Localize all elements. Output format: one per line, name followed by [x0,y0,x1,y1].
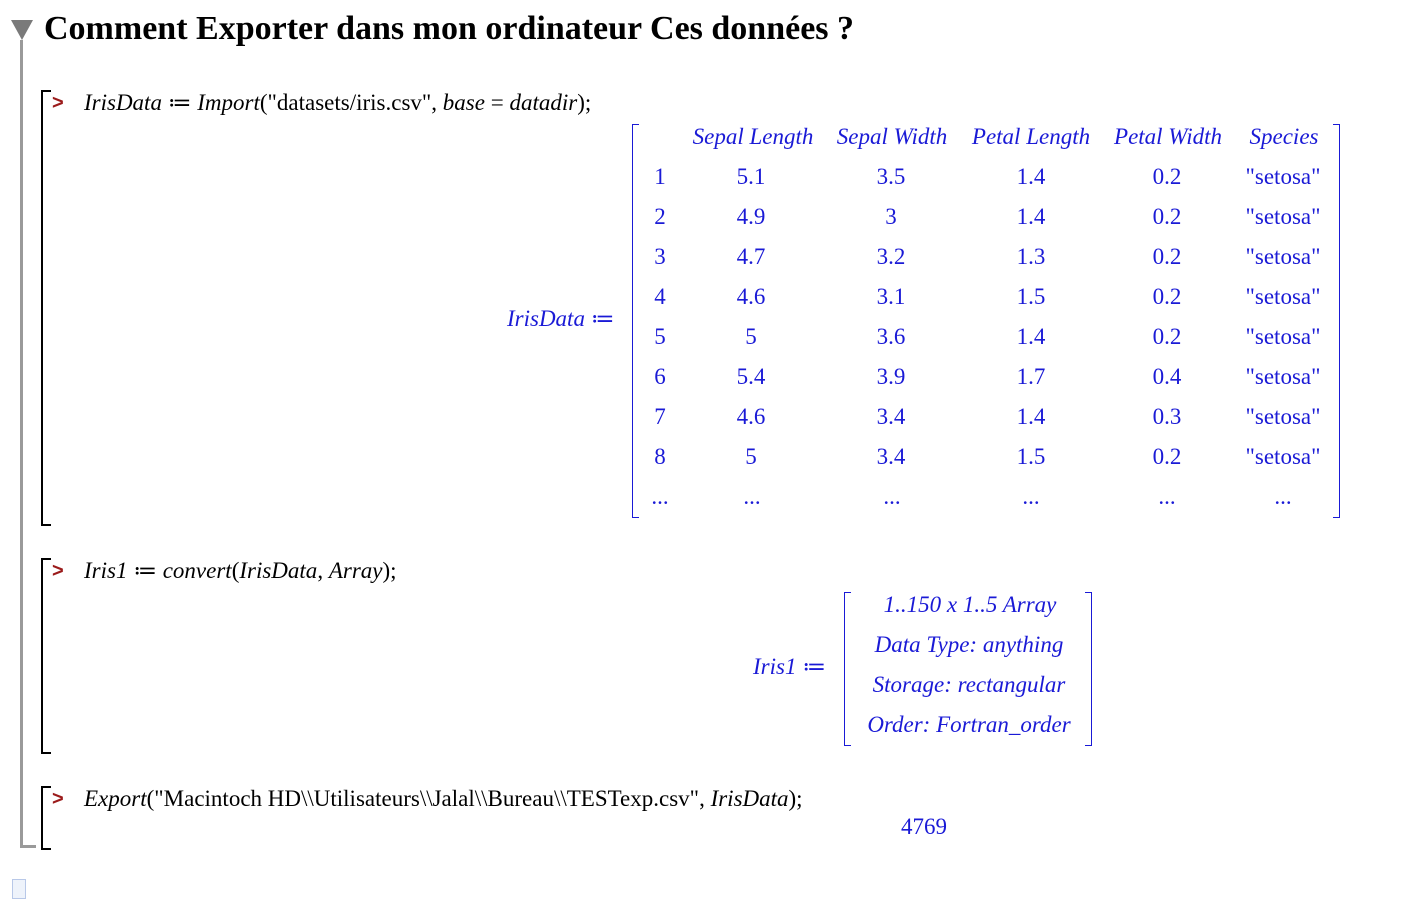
prompt-1: > [52,92,64,114]
input-arg: IrisData [710,786,789,811]
ellipsis-cell: ... [1158,484,1176,509]
matrix-left-bracket [632,124,639,518]
table-cell: 3 [885,204,897,229]
table-cell: 0.2 [1152,444,1182,469]
table-cell: "setosa" [1245,244,1321,269]
table-cell: 3.4 [876,404,906,429]
column-header: Petal Length [971,124,1091,149]
paren-close: ); [788,786,803,811]
table-cell: 3.5 [876,164,906,189]
table-cell: "setosa" [1245,404,1321,429]
prompt-3: > [52,788,64,810]
row-index: 8 [654,444,666,469]
input-func: Import [197,90,260,115]
input-arg: IrisData [239,558,318,583]
table-cell: 5 [745,324,757,349]
paren-close: ); [382,558,397,583]
input-func: Export [84,786,147,811]
table-cell: 1.3 [1016,244,1046,269]
output-label-1: IrisData ≔ [507,306,615,331]
table-cell: 0.4 [1152,364,1182,389]
input-arg: Array [328,558,383,583]
table-cell: 3.9 [876,364,906,389]
ellipsis-cell: ... [743,484,761,509]
ellipsis-cell: ... [1274,484,1292,509]
row-index: 6 [654,364,666,389]
input-var: IrisData [84,90,162,115]
input-line-2[interactable] [84,558,397,584]
array-info-line: Order: Fortran_order [867,712,1071,737]
execution-group-bracket-2[interactable] [41,558,51,754]
row-index: 2 [654,204,666,229]
table-cell: "setosa" [1245,364,1321,389]
table-cell: 4.6 [736,284,766,309]
table-cell: 1.7 [1016,364,1046,389]
table-cell: 0.2 [1152,164,1182,189]
section-collapse-icon[interactable] [11,20,33,40]
column-header: Petal Width [1114,124,1222,149]
table-cell: "setosa" [1245,204,1321,229]
array-info-line: 1..150 x 1..5 Array [883,592,1057,617]
equals-op: = [484,90,510,115]
table-cell: 1.4 [1016,204,1046,229]
ellipsis-cell: ... [1022,484,1040,509]
input-arg: "Macintoch HD\\Utilisateurs\\Jalal\\Bureau\\TESTexp.csv" [154,786,700,811]
table-cell: 0.2 [1152,244,1182,269]
table-cell: 1.4 [1016,404,1046,429]
table-cell: 4.7 [736,244,766,269]
array-info-line: Data Type: anything [874,632,1064,657]
column-header: Sepal Width [836,124,948,149]
input-arg: "datasets/iris.csv" [267,90,432,115]
table-cell: 1.4 [1016,324,1046,349]
table-cell: 5.1 [736,164,766,189]
table-cell: "setosa" [1245,324,1321,349]
paren-open: ( [231,558,240,583]
table-cell: 3.2 [876,244,906,269]
input-line-1[interactable] [84,90,591,116]
row-index: 5 [654,324,666,349]
table-cell: 4.9 [736,204,766,229]
input-keyword-value: datadir [509,90,578,115]
table-cell: 1.4 [1016,164,1046,189]
table-cell: 4.6 [736,404,766,429]
input-func: convert [162,558,232,583]
table-cell: 1.5 [1016,284,1046,309]
assign-op: ≔ [127,558,163,583]
table-cell: 3.4 [876,444,906,469]
paren-open: ( [259,90,268,115]
separator: , [317,558,329,583]
separator: , [699,786,711,811]
ellipsis-cell: ... [883,484,901,509]
export-result: 4769 [901,814,947,839]
array-right-bracket [1085,592,1092,746]
table-cell: 1.5 [1016,444,1046,469]
text-cursor-placeholder[interactable] [12,879,26,899]
section-title[interactable]: Comment Exporter dans mon ordinateur Ces données ? [44,10,855,47]
prompt-2: > [52,560,64,582]
paren-open: ( [146,786,155,811]
row-index: 7 [654,404,666,429]
table-cell: 3.6 [876,324,906,349]
array-info-line: Storage: rectangular [872,672,1066,697]
table-cell: 0.2 [1152,204,1182,229]
assign-op: ≔ [161,90,198,115]
input-var: Iris1 [84,558,128,583]
table-cell: "setosa" [1245,284,1321,309]
column-header: Sepal Length [692,124,814,149]
paren-close: ); [577,90,592,115]
row-index: 3 [654,244,666,269]
table-cell: 0.2 [1152,284,1182,309]
table-cell: 0.3 [1152,404,1182,429]
table-cell: 0.2 [1152,324,1182,349]
input-line-3[interactable] [84,786,803,812]
section-range-bar-foot [20,845,36,848]
separator: , [431,90,443,115]
row-index: 1 [654,164,666,189]
table-cell: 3.1 [876,284,906,309]
execution-group-bracket-3[interactable] [41,786,51,850]
array-left-bracket [844,592,851,746]
table-cell: 5.4 [736,364,766,389]
section-range-bar[interactable] [20,40,23,847]
execution-group-bracket-1[interactable] [41,90,51,526]
table-cell: "setosa" [1245,444,1321,469]
input-keyword: base [442,90,485,115]
output-label-2: Iris1 ≔ [753,654,826,679]
table-cell: "setosa" [1245,164,1321,189]
column-header: Species [1249,124,1319,149]
table-cell: 5 [745,444,757,469]
matrix-right-bracket [1333,124,1340,518]
row-index: 4 [654,284,666,309]
ellipsis-cell: ... [651,484,669,509]
